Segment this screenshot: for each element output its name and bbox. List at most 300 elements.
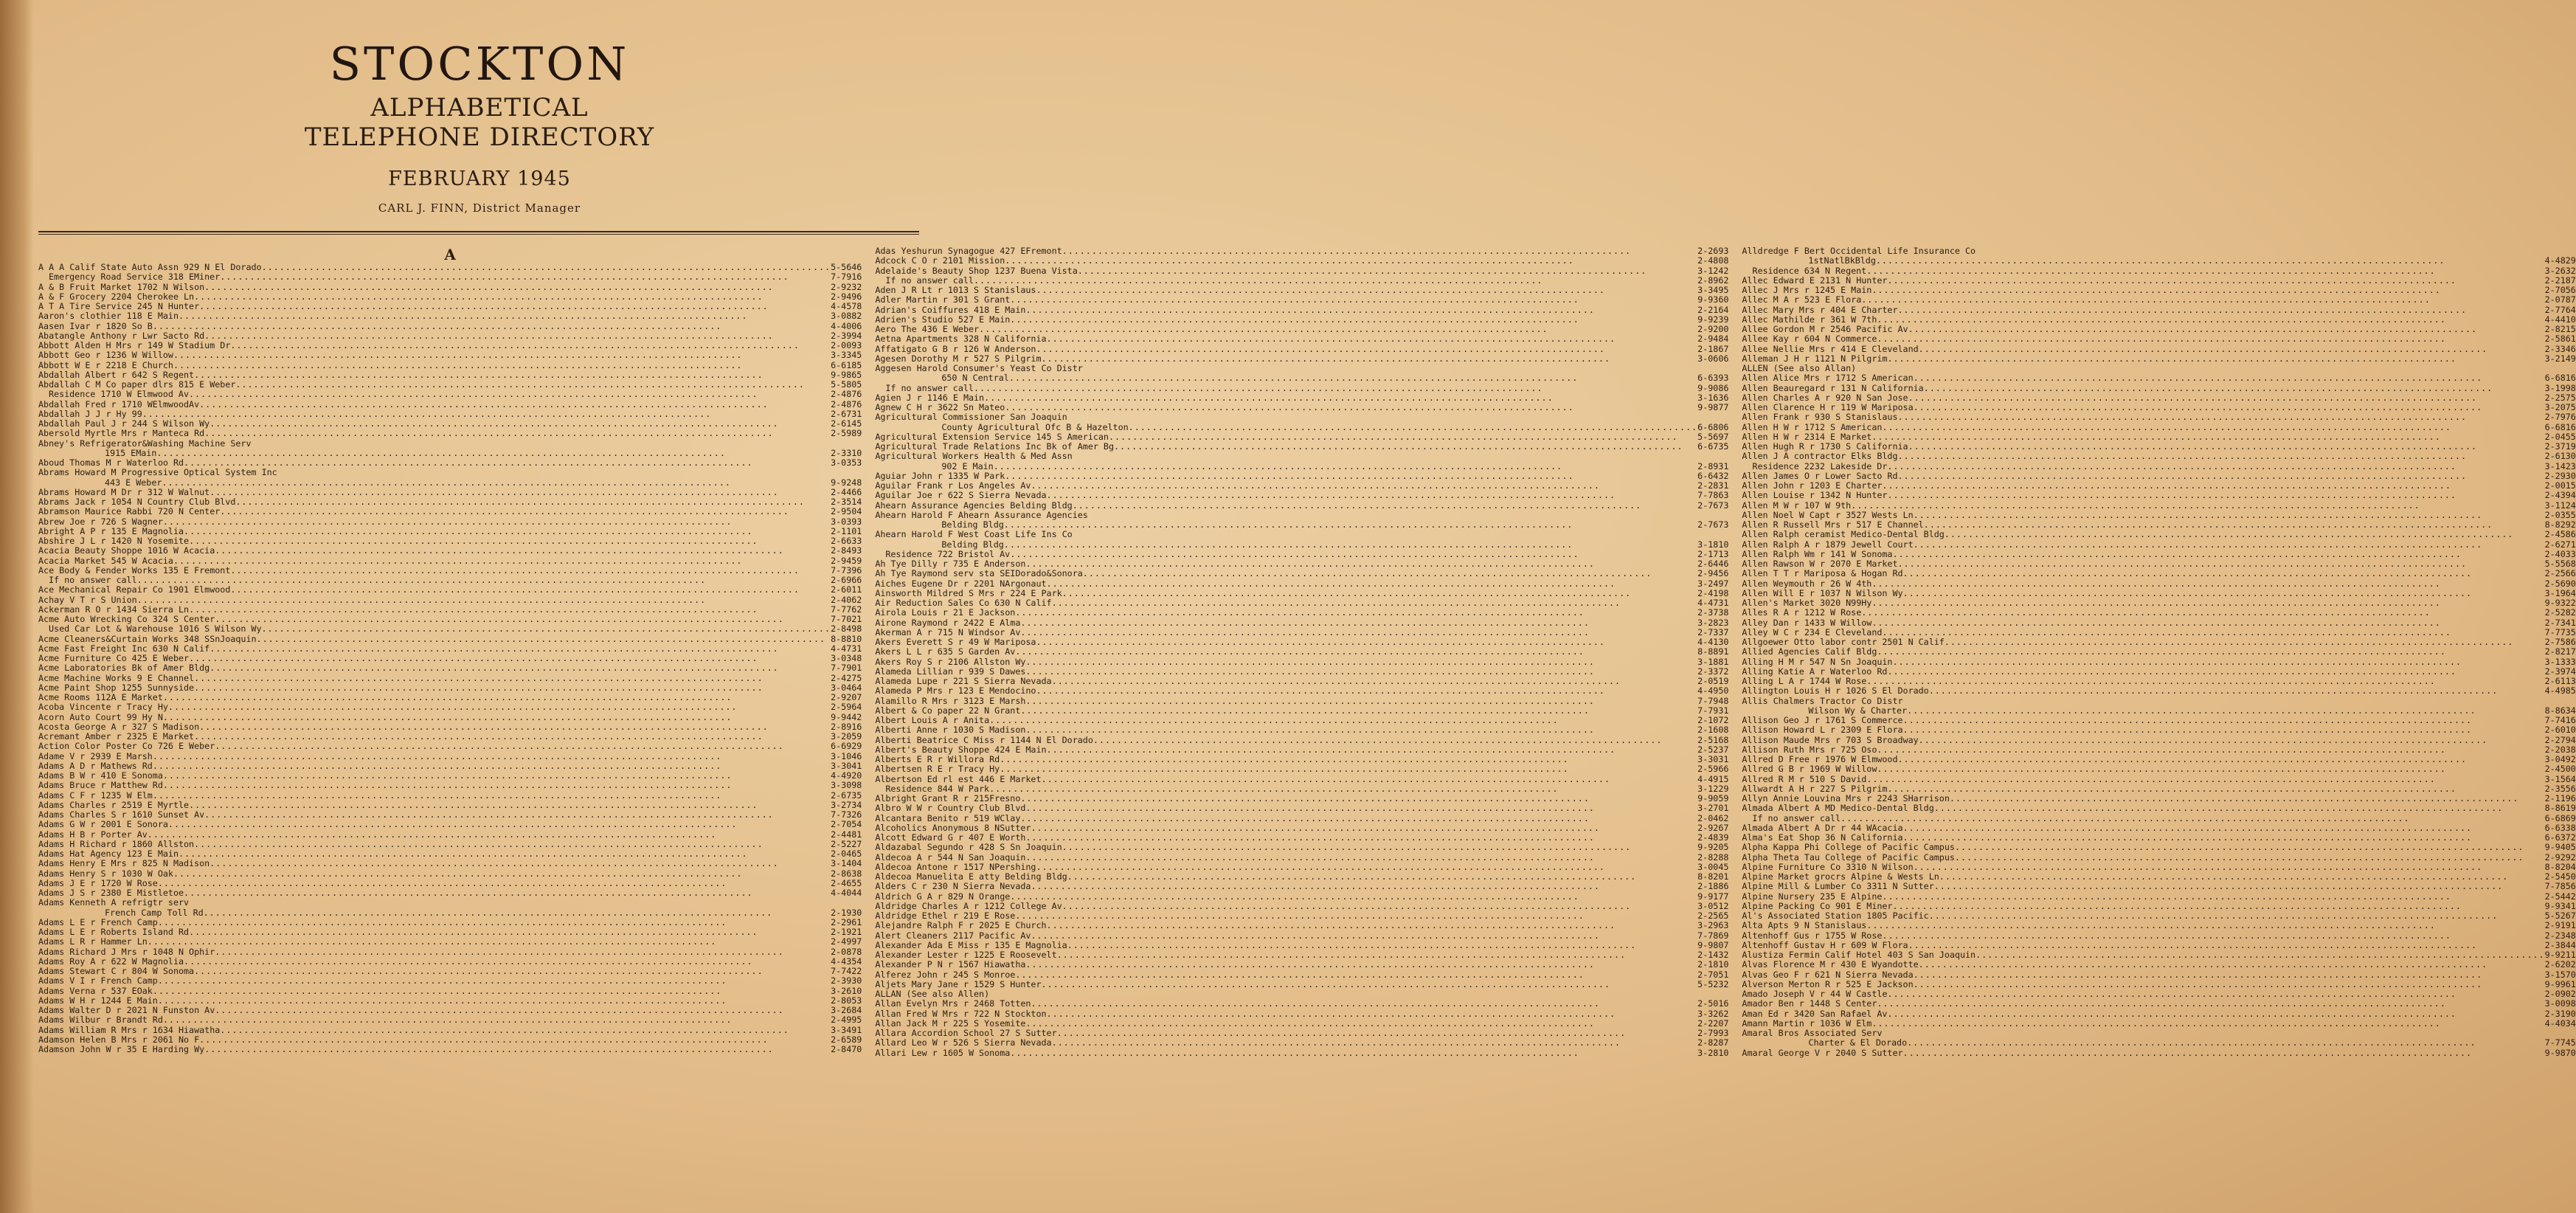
listing-phone: 2-6589 (831, 1034, 862, 1045)
listing-name: Alferez John r 245 S Monroe (875, 969, 1016, 980)
leader-dots (168, 702, 831, 712)
leader-dots (1872, 286, 2544, 295)
listing-name: Alamillo R Mrs r 3123 E Marsh (875, 695, 1026, 706)
listing-name: Adams Hat Agency 123 E Main (38, 849, 179, 859)
listing-entry (1742, 354, 2575, 364)
leader-dots (1036, 637, 1697, 647)
listing-entry (875, 345, 1728, 354)
listing-name: Belding Bldg (941, 539, 1004, 550)
listing-phone: 2-1930 (831, 907, 862, 918)
leader-dots (1052, 598, 1698, 608)
listing-name: Allis Chalmers Tractor Co Distr (1742, 695, 1903, 706)
listing-phone: 3-1998 (2544, 382, 2576, 393)
leader-dots (1887, 784, 2544, 794)
listing-name: Allen Will E r 1037 N Wilson Wy (1742, 587, 1903, 598)
leader-dots (1877, 647, 2544, 657)
listing-phone: 6-6372 (2544, 832, 2576, 843)
leader-dots (1025, 725, 1697, 735)
leader-dots (1861, 608, 2544, 618)
leader-dots (1903, 823, 2545, 833)
listing-phone: 2-2693 (1697, 246, 1729, 256)
listing-name: Aguilar Frank r Los Angeles Av (875, 480, 1031, 491)
listing-phone: 7-7422 (831, 966, 862, 976)
listing-name: Ainsworth Mildred S Mrs r 224 E Park (875, 587, 1062, 598)
listing-entry (875, 295, 1728, 305)
leader-dots (1877, 745, 2544, 755)
listing-entry (875, 305, 1728, 315)
listing-entry (38, 272, 862, 282)
listing-phone: 7-7396 (831, 564, 862, 576)
listing-entry (38, 1045, 862, 1054)
listing-phone: 2-0902 (2544, 989, 2576, 999)
listing-name: Adams Charles r 2519 E Myrtle (38, 799, 190, 810)
leader-dots (1015, 970, 1697, 980)
listing-entry (1742, 520, 2575, 530)
listing-name: Aman Ed r 3420 San Rafael Av (1742, 1008, 1888, 1019)
listing-name: Aiches Eugene Dr r 2201 NArgonaut (875, 578, 1047, 589)
listing-entry (1742, 843, 2575, 852)
listing-name: Agesen Dorothy M r 527 S Pilgrim (875, 353, 1042, 364)
listing-name: Alvas Florence M r 430 E Wyandotte (1742, 959, 1919, 970)
listing-phone: 2-4997 (831, 936, 862, 947)
listing-name: Amaral Bros Associated Serv (1742, 1028, 1883, 1038)
listing-entry (875, 579, 1728, 589)
listing-phone: 2-9292 (2544, 851, 2576, 863)
listing-entry (875, 373, 1728, 383)
listing-name: Allied Agencies Calif Bldg (1742, 646, 1877, 657)
listing-name: Ace Body & Fender Works 135 E Fremont (38, 564, 231, 576)
listing-phone: 2-3190 (2544, 1008, 2576, 1019)
listing-entry (1742, 657, 2575, 667)
listing-entry (1742, 315, 2575, 325)
listing-entry (1742, 677, 2575, 686)
listing-name: Abrew Joe r 726 S Wagner (38, 516, 163, 527)
listing-phone: 2-1432 (1697, 950, 1729, 960)
leader-dots (1052, 1038, 1698, 1048)
listing-phone: 2-6145 (831, 418, 862, 429)
listing-entry (875, 999, 1728, 1009)
listing-phone: 2-5964 (831, 702, 862, 713)
listing-entry (38, 761, 862, 771)
listing-name: Residence 634 N Regent (1752, 265, 1867, 276)
listing-entry (875, 442, 1728, 452)
listing-name: Acme Machine Works 9 E Channel (38, 672, 195, 683)
listing-name: Alexander Ada E Miss r 135 E Magnolia (875, 939, 1067, 950)
listing-entry (1742, 345, 2575, 354)
listing-name: Adams Walter D r 2021 N Funston Av (38, 1005, 215, 1015)
leader-dots (199, 400, 831, 409)
listing-phone: 6-6338 (2544, 822, 2576, 833)
listing-entry (1742, 1048, 2575, 1058)
listing-phone: 5-5267 (2544, 910, 2576, 921)
listing-phone: 2-9456 (1697, 568, 1729, 579)
leader-dots (1955, 843, 2545, 852)
listing-entry (38, 654, 862, 663)
leader-dots (1976, 950, 2545, 960)
listing-name: Allen R Russell Mrs r 517 E Channel (1742, 519, 1924, 530)
listing-name: If no answer call (885, 274, 974, 286)
listing-entry (875, 647, 1728, 657)
listing-phone: 2-8215 (2544, 324, 2576, 334)
listing-phone: 2-4586 (2544, 529, 2576, 540)
listing-name: Allen Hugh R r 1730 S California (1742, 441, 1908, 452)
listing-name: If no answer call (49, 575, 137, 585)
listing-name: Allen Alice Mrs r 1712 S American (1742, 373, 1914, 384)
leader-dots (194, 292, 831, 302)
leader-dots (1010, 1048, 1697, 1058)
leader-dots (1093, 736, 1697, 745)
listing-name: Allison Maude Mrs r 703 S Broadway (1742, 734, 1919, 745)
listing-phone: 3-0348 (831, 653, 862, 663)
leader-dots (1898, 755, 2545, 764)
leader-dots (1025, 1019, 1697, 1029)
listing-phone: 3-1570 (2544, 969, 2576, 980)
listing-name: Adams L R r Hammer Ln (38, 936, 148, 947)
leader-dots (1062, 843, 1698, 852)
listing-entry (38, 546, 862, 556)
leader-dots (1015, 911, 1697, 921)
listing-name: Alpine Furniture Co 3310 N Wilson (1742, 861, 1914, 872)
listing-entry (38, 918, 862, 927)
leader-dots (1031, 931, 1697, 941)
listing-entry (38, 409, 862, 419)
listing-entry (1742, 911, 2575, 921)
listing-phone: 9-9341 (2544, 900, 2576, 911)
listing-phone: 9-9239 (1697, 314, 1729, 325)
listing-entry (38, 986, 862, 996)
listing-name: Ackerman R O r 1434 Sierra Ln (38, 604, 190, 615)
listing-name: Albright Grant R r 215Fresno (875, 793, 1021, 804)
listing-entry (38, 468, 862, 477)
listing-phone: 2-3556 (2544, 783, 2576, 794)
listing-name: Adams L E r French Camp (38, 916, 158, 927)
leader-dots (158, 976, 831, 986)
listing-phone: 3-2823 (1697, 617, 1729, 628)
listing-entry (875, 491, 1728, 500)
listing-entry (1742, 334, 2575, 344)
listing-entry (38, 810, 862, 820)
listing-phone: 2-9200 (1697, 324, 1729, 334)
leader-dots (1907, 706, 2544, 716)
leader-dots (262, 624, 831, 634)
listing-phone: 3-2075 (2544, 402, 2576, 412)
listing-name: Amador Ben r 1448 S Center (1742, 998, 1877, 1009)
listing-phone: 5-5232 (1697, 978, 1729, 989)
listing-phone: 3-1124 (2544, 500, 2576, 511)
listing-name: Allyn Annie Louvina Mrs r 2243 SHarrison (1742, 793, 1950, 804)
listing-phone: 3-0353 (831, 457, 862, 468)
leader-dots (137, 595, 831, 605)
listing-phone: 8-8891 (1697, 646, 1729, 657)
listing-phone: 3-1404 (831, 858, 862, 869)
listing-entry (1742, 1009, 2575, 1019)
listing-phone: 2-3844 (2544, 939, 2576, 950)
listing-name: Allee Nellie Mrs r 414 E Cleveland (1742, 343, 1919, 354)
listing-phone: 2-0093 (831, 340, 862, 350)
listing-entry (1742, 892, 2575, 902)
listing-phone: 2-1608 (1697, 725, 1729, 736)
listing-entry (875, 256, 1728, 266)
listing-phone: 7-7762 (831, 604, 862, 615)
listing-entry (875, 540, 1728, 550)
listing-name: Abdallah Albert r 642 S Regent (38, 369, 195, 380)
listing-phone: 2-9267 (1697, 822, 1729, 833)
listing-phone: 2-5016 (1697, 998, 1729, 1009)
listing-name: Allen T T r Mariposa & Hogan Rd (1742, 568, 1903, 579)
listing-entry (1742, 863, 2575, 872)
leader-dots (1898, 559, 2545, 569)
leader-dots (1047, 491, 1698, 500)
leader-dots (1861, 295, 2544, 305)
leader-dots (194, 683, 831, 693)
listing-phone: 6-6393 (1697, 373, 1729, 384)
leader-dots (1872, 1019, 2544, 1029)
issue-date: FEBRUARY 1945 (388, 167, 571, 190)
listing-entry (875, 745, 1728, 755)
listing-name: Adams A D r Mathews Rd (38, 760, 153, 771)
listing-phone: 7-7901 (831, 663, 862, 674)
leader-dots (1898, 452, 2545, 461)
listing-entry (875, 833, 1728, 843)
leader-dots (974, 276, 1697, 286)
listing-name: Abdallah C M Co paper dlrs 815 E Weber (38, 379, 236, 390)
listing-phone: 2-2565 (1697, 910, 1729, 921)
listing-phone: 6-6816 (2544, 421, 2576, 432)
listing-entry (1742, 393, 2575, 403)
listing-entry (38, 1026, 862, 1035)
listing-entry (875, 530, 1728, 539)
listing-phone: 2-3930 (831, 975, 862, 986)
leader-dots (1031, 481, 1697, 491)
listing-entry (1742, 804, 2575, 813)
listing-name: Acosta George A r 327 S Madison (38, 721, 200, 732)
listing-phone: 4-4731 (831, 643, 862, 654)
leader-dots (142, 409, 831, 419)
listing-entry (1742, 608, 2575, 618)
listing-name: Allen Clarence H r 119 W Mariposa (1742, 402, 1914, 412)
listing-phone: 2-7054 (831, 819, 862, 830)
leader-dots (215, 615, 831, 624)
leader-dots (1955, 853, 2545, 863)
leader-dots (1945, 637, 2545, 647)
listing-phone: 3-2497 (1697, 578, 1729, 589)
listing-name: Alpine Mill & Lumber Co 3311 N Sutter (1742, 881, 1934, 892)
listing-name: Alpine Packing Co 901 E Miner (1742, 900, 1893, 911)
district-manager: CARL J. FINN, District Manager (378, 201, 581, 215)
leader-dots (204, 810, 831, 820)
listing-entry (875, 941, 1728, 950)
listing-entry (1742, 960, 2575, 970)
listing-name: Abbott Alden H Mrs r 149 W Stadium Dr (38, 340, 231, 350)
leader-dots (194, 967, 831, 976)
listing-phone: 2-4808 (1697, 255, 1729, 266)
leader-dots (1036, 286, 1697, 295)
listing-phone: 3-2059 (831, 731, 862, 742)
leader-dots (1036, 686, 1697, 696)
listing-phone: 2-7993 (1697, 1028, 1729, 1038)
listing-entry (1742, 745, 2575, 755)
listing-entry (38, 556, 862, 566)
leader-dots (1882, 628, 2544, 637)
listing-phone: 9-9059 (1697, 793, 1729, 804)
listing-phone: 2-1072 (1697, 715, 1729, 725)
listing-entry (875, 686, 1728, 696)
listing-name: Allan Jack M r 225 S Yosemite (875, 1017, 1026, 1029)
listing-entry (38, 820, 862, 829)
listing-phone: 2-1921 (831, 927, 862, 937)
listing-phone: 2-0462 (1697, 812, 1729, 823)
listing-entry (875, 1048, 1728, 1058)
listing-entry (875, 471, 1728, 481)
listing-phone: 2-6633 (831, 536, 862, 546)
listing-phone: 3-1046 (831, 750, 862, 761)
listing-name: Aguiar John r 1335 W Park (875, 470, 1005, 481)
listing-name: Aljets Mary Jane r 1529 S Hunter (875, 978, 1042, 989)
listing-entry (875, 677, 1728, 686)
listing-name: Acme Furniture Co 425 E Weber (38, 653, 190, 663)
leader-dots (1025, 657, 1697, 667)
listing-name: Allen Beauregard r 131 N California (1742, 382, 1924, 393)
listing-name: Altenhoff Gus r 1755 W Rose (1742, 930, 1883, 941)
leader-dots (163, 771, 831, 781)
listing-phone: 3-2632 (2544, 265, 2576, 276)
listing-phone: 4-4985 (2544, 685, 2576, 697)
listing-entry (875, 716, 1728, 725)
listing-name: If no answer call (885, 382, 974, 393)
listing-name: Albertsen R E r Tracy Hy (875, 764, 1000, 775)
leader-dots (179, 849, 831, 859)
listing-entry (875, 286, 1728, 295)
listing-phone: 2-3372 (1697, 666, 1729, 677)
listing-name: Abersold Myrtle Mrs r Manteca Rd (38, 428, 205, 439)
listing-name: Adams Henry E Mrs r 825 N Madison (38, 858, 210, 869)
listing-phone: 3-0882 (831, 311, 862, 322)
leader-dots (220, 272, 831, 282)
listing-entry (38, 771, 862, 781)
listing-name: Abramson Maurice Rabbi 720 N Center (38, 506, 221, 517)
listing-name: Abrams Howard M Dr r 312 W Walnut (38, 486, 210, 497)
listing-name: Residence 722 Bristol Av (885, 548, 1011, 559)
listing-name: Aboud Thomas M r Waterloo Rd (38, 457, 184, 468)
listing-entry (1742, 706, 2575, 716)
listing-name: Alley W C r 234 E Cleveland (1742, 626, 1883, 637)
listing-phone: 3-3262 (1697, 1008, 1729, 1019)
listing-phone: 8-8634 (2544, 705, 2576, 716)
listing-entry (38, 615, 862, 624)
listing-phone: 3-2149 (2544, 353, 2576, 364)
leader-dots (189, 927, 831, 937)
leader-dots (1914, 403, 2545, 412)
leader-dots (1882, 931, 2544, 941)
listing-name: Action Color Poster Co 726 E Weber (38, 741, 215, 752)
leader-dots (189, 654, 831, 663)
listing-name: Adrien's Studio 527 E Main (875, 314, 1011, 325)
listing-entry (875, 423, 1728, 432)
listing-name: Allen James O r Lower Sacto Rd (1742, 470, 1898, 481)
listing-entry (1742, 276, 2575, 286)
leader-dots (1025, 697, 1697, 706)
listing-entry (1742, 540, 2575, 550)
listing-entry (38, 1035, 862, 1045)
listing-phone: 2-6271 (2544, 539, 2576, 550)
leader-dots (1872, 598, 2544, 608)
listing-phone: 3-0492 (2544, 754, 2576, 764)
listing-entry (1742, 902, 2575, 911)
listing-entry (1742, 931, 2575, 941)
leader-dots (1062, 902, 1698, 911)
listing-name: Allen Noel W Capt r 3527 Wests Ln (1742, 509, 1914, 520)
listing-name: Amado Joseph V r 44 W Castle (1742, 989, 1888, 999)
listing-name: Acme Auto Wrecking Co 324 S Center (38, 614, 215, 624)
section-letter: A (444, 246, 456, 263)
leader-dots (1898, 412, 2545, 422)
leader-dots (163, 1015, 831, 1025)
listing-name: Abbott W E r 2218 E Church (38, 359, 173, 370)
listing-entry (1742, 364, 2575, 373)
leader-dots (210, 419, 831, 429)
listing-entry (1742, 412, 2575, 422)
leader-dots (1047, 921, 1698, 930)
leader-dots (1025, 305, 1697, 315)
listing-entry (875, 892, 1728, 902)
listing-entry (1742, 833, 2575, 843)
leader-dots (1047, 334, 1698, 344)
listing-entry (1742, 697, 2575, 706)
leader-dots (1882, 481, 2544, 491)
leader-dots (199, 1035, 831, 1045)
listing-name: French Camp Toll Rd (105, 907, 204, 918)
listing-name: Adams Stewart C r 804 W Sonoma (38, 966, 195, 976)
leader-dots (1929, 686, 2545, 696)
listing-name: Allen Rawson W r 2070 E Market (1742, 559, 1898, 569)
listing-name: Acremant Amber r 2325 E Market (38, 731, 195, 742)
leader-dots (1950, 794, 2545, 804)
leader-dots (1015, 608, 1697, 618)
leader-dots (1004, 540, 1697, 550)
listing-phone: 2-9232 (831, 281, 862, 292)
listing-entry (875, 931, 1728, 941)
listing-phone: 2-2930 (2544, 470, 2576, 481)
listing-phone: 9-9807 (1697, 939, 1729, 950)
listing-entry (1742, 794, 2575, 804)
leader-dots (1872, 432, 2544, 442)
listing-phone: 5-5697 (1697, 431, 1729, 442)
listing-entry (875, 921, 1728, 930)
listing-phone: 4-4915 (1697, 773, 1729, 784)
listing-name: Almada Albert A Dr r 44 WAcacia (1742, 822, 1903, 833)
listing-name: Residence 1710 W Elmwood Av (49, 389, 189, 400)
listing-phone: 9-9177 (1697, 891, 1729, 902)
listing-phone: 2-5861 (2544, 334, 2576, 345)
listing-name: Agricultural Trade Relations Inc Bk of Amer Bg (875, 441, 1115, 452)
leader-dots (230, 341, 831, 350)
listing-entry (38, 830, 862, 840)
listing-name: Adams H Richard r 1860 Allston (38, 838, 195, 849)
subtitle-alphabetical: ALPHABETICAL (370, 93, 589, 122)
leader-dots (1020, 814, 1697, 823)
listing-name: Acorn Auto Court 99 Hy N (38, 711, 163, 722)
listing-name: Abdallah J J r Hy 99 (38, 408, 142, 419)
listing-name: Alling H M r 547 N Sn Joaquin (1742, 656, 1893, 667)
listing-phone: 2-9504 (831, 506, 862, 517)
listing-phone: 3-2701 (1697, 803, 1729, 814)
listing-name: Abdallah Paul J r 244 S Wilson Wy (38, 418, 210, 429)
listing-entry (38, 732, 862, 742)
listing-entry (875, 706, 1728, 716)
listing-entry (38, 322, 862, 331)
leader-dots (1009, 373, 1697, 383)
listing-name: Acme Fast Freight Inc 630 N Calif (38, 643, 210, 654)
